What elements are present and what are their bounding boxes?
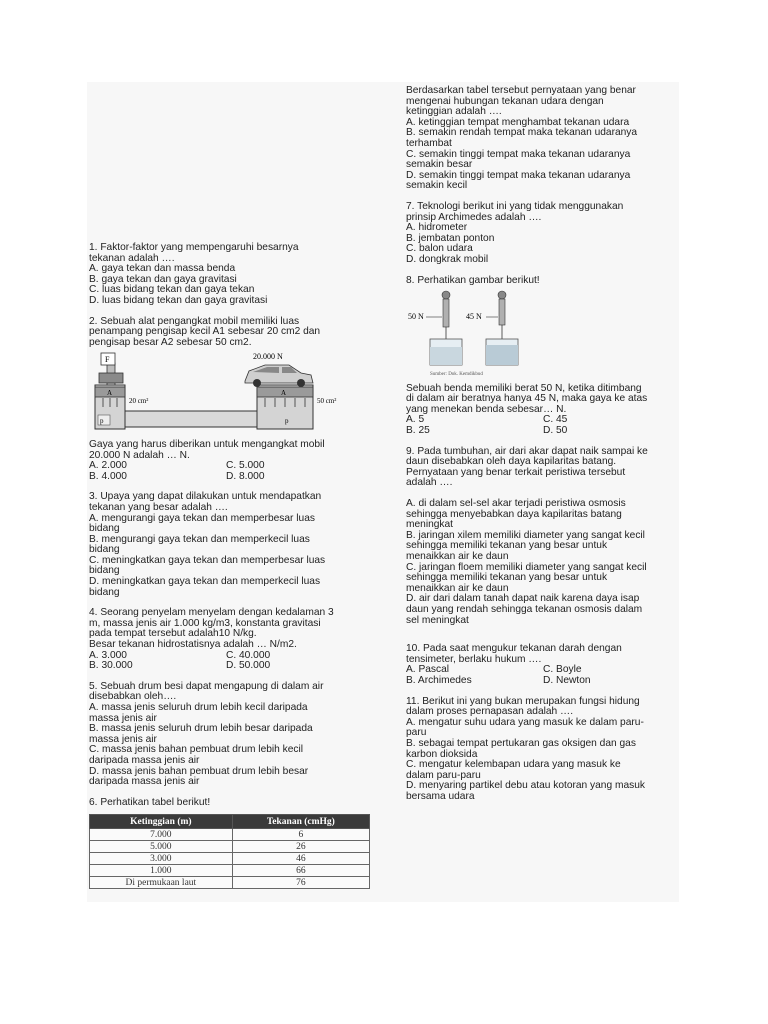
q5-option-line: massa jenis air xyxy=(89,712,157,724)
q11-option-line: bersama udara xyxy=(406,790,475,802)
q11-option-line: C. mengatur kelembapan udara yang masuk ke xyxy=(406,759,621,771)
q2-option: A. 2.000 xyxy=(89,460,127,472)
weight-left-label: 50 N xyxy=(408,312,424,322)
q7-stem-line: 7. Teknologi berikut ini yang tidak menggunakan xyxy=(406,200,624,212)
q4-stem-line: pada tempat tersebut adalah10 N/kg. xyxy=(89,628,257,640)
q11-option-line: dalam paru-paru xyxy=(406,769,481,781)
q9-option-line: daun yang rendah sehingga tekanan osmosis dalam xyxy=(406,603,643,615)
question-11 xyxy=(406,697,680,803)
force-f-label: F xyxy=(105,355,110,365)
q8-option: C. 45 xyxy=(543,414,568,426)
q9-option-line: sel meningkat xyxy=(406,614,469,626)
q5-option-line: daripada massa jenis air xyxy=(89,776,200,788)
table-cell: 46 xyxy=(232,853,369,865)
table-row xyxy=(90,865,370,877)
hydraulic-lift-figure xyxy=(89,351,369,437)
q6-option-line: C. semakin tinggi tempat maka tekanan udaranya xyxy=(406,148,631,160)
q8-after-line: Sebuah benda memiliki berat 50 N, ketika ditimbang xyxy=(406,382,642,394)
q1-option: C. luas bidang tekan dan gaya tekan xyxy=(89,284,255,296)
table-cell: 6 xyxy=(232,829,369,841)
table-cell: 7.000 xyxy=(90,829,233,841)
q7-option: B. jembatan ponton xyxy=(406,232,495,244)
table-cell: 3.000 xyxy=(90,853,233,865)
question-9 xyxy=(406,447,680,627)
q10-option: D. Newton xyxy=(543,674,591,686)
q2-option: D. 8.000 xyxy=(226,470,265,482)
question-4 xyxy=(89,608,369,672)
q9-stem-line: daun disebabkan oleh daya kapilaritas batang. xyxy=(406,456,617,468)
q3-option-line: D. meningkatkan gaya tekan dan memperkecil luas xyxy=(89,576,321,588)
q11-stem-line: dalam proses pernapasan adalah …. xyxy=(406,706,574,718)
q11-option-line: paru xyxy=(406,727,427,739)
q3-option-line: C. meningkatkan gaya tekan dan memperbesar luas xyxy=(89,554,326,566)
q10-stem-line: 10. Pada saat mengukur tekanan darah dengan xyxy=(406,643,622,655)
q9-option-line: sehingga memiliki tekanan yang besar untuk xyxy=(406,572,608,584)
table-header: Tekanan (cmHg) xyxy=(232,815,369,829)
q4-option: A. 3.000 xyxy=(89,649,127,661)
q3-option-line: A. mengurangi gaya tekan dan memperbesar luas xyxy=(89,512,315,524)
q5-option-line: B. massa jenis seluruh drum lebih besar daripada xyxy=(89,723,313,735)
q1-stem-line: tekanan adalah …. xyxy=(89,252,175,264)
q9-option-line: menaikkan air ke daun xyxy=(406,551,509,562)
table-cell: 5.000 xyxy=(90,841,233,853)
table-cell: 66 xyxy=(232,865,369,877)
q3-stem-line: tekanan yang besar adalah …. xyxy=(89,501,228,513)
q6-option-line: A. ketinggian tempat menghambat tekanan udara xyxy=(406,116,630,128)
q6-continuation-line: Berdasarkan tabel tersebut pernyataan yang benar xyxy=(406,85,636,96)
question-6 xyxy=(89,798,369,890)
q9-option-line: meningkat xyxy=(406,519,454,531)
table-row xyxy=(90,877,370,889)
q9-option-line: sehingga memiliki tekanan yang besar untuk xyxy=(406,540,608,552)
q11-option-line: A. mengatur suhu udara yang masuk ke dalam paru- xyxy=(406,716,644,728)
q9-stem-line: Pernyataan yang benar terkait peristiwa tersebut xyxy=(406,466,626,478)
q9-option-line: B. jaringan xilem memiliki diameter yang sangat kecil xyxy=(406,529,645,541)
q1-stem-line: 1. Faktor-faktor yang mempengaruhi besarnya xyxy=(89,242,299,253)
altitude-pressure-table xyxy=(89,814,370,889)
q7-option: C. balon udara xyxy=(406,243,473,255)
q5-option-line: massa jenis air xyxy=(89,733,157,745)
q11-option-line: B. sebagai tempat pertukaran gas oksigen dan gas xyxy=(406,737,636,749)
car-icon xyxy=(245,365,313,387)
q10-option: B. Archimedes xyxy=(406,674,472,686)
q6-option-line: semakin kecil xyxy=(406,180,468,192)
table-header-row xyxy=(90,815,370,829)
q9-option-line: menaikkan air ke daun xyxy=(406,582,509,594)
q11-option-line: karbon dioksida xyxy=(406,748,478,760)
q1-option: D. luas bidang tekan dan gaya gravitasi xyxy=(89,294,268,306)
piston-a1-label: A xyxy=(107,389,113,398)
question-5 xyxy=(89,682,369,788)
q4-option: C. 40.000 xyxy=(226,649,271,661)
question-7 xyxy=(406,202,680,266)
q6-continuation-line: ketinggian adalah …. xyxy=(406,106,502,118)
pressure-p2-label: p xyxy=(285,417,289,426)
q8-option-row xyxy=(406,426,680,437)
question-2 xyxy=(89,317,369,483)
question-6-continued xyxy=(406,86,680,192)
figure-source-caption: Sumber: Dok. Kemdikbud xyxy=(430,372,483,378)
q4-stem-line: m, massa jenis air 1.000 kg/m3, konstanta gravitasi xyxy=(89,617,321,629)
q9-stem-line: 9. Pada tumbuhan, air dari akar dapat naik sampai ke xyxy=(406,445,648,457)
piston-a2-label: A xyxy=(281,389,287,398)
table-cell: 26 xyxy=(232,841,369,853)
question-8 xyxy=(406,276,680,437)
q1-option: A. gaya tekan dan massa benda xyxy=(89,263,236,275)
table-cell: Di permukaan laut xyxy=(90,877,233,889)
q10-option: A. Pascal xyxy=(406,664,450,676)
q6-continuation-line: mengenai hubungan tekanan udara dengan xyxy=(406,95,604,107)
q2-option-row xyxy=(89,472,369,483)
q9-option-line: sehingga menyebabkan daya kapilaritas batang xyxy=(406,508,622,520)
q2-stem-line: 2. Sebuah alat pengangkat mobil memiliki luas xyxy=(89,315,300,327)
q2-stem-line: penampang pengisap kecil A1 sebesar 20 cm2 dan xyxy=(89,326,321,338)
q8-option: D. 50 xyxy=(543,425,568,437)
q6-option-line: terhambat xyxy=(406,137,452,149)
q2-option: B. 4.000 xyxy=(89,470,127,482)
q8-option: B. 25 xyxy=(406,425,430,437)
q4-option-row xyxy=(89,661,369,672)
question-1 xyxy=(89,243,369,307)
table-row xyxy=(90,853,370,865)
q7-option: A. hidrometer xyxy=(406,222,468,234)
q7-stem-line: prinsip Archimedes adalah …. xyxy=(406,211,542,223)
weight-right-label: 45 N xyxy=(466,312,482,322)
right-column xyxy=(406,86,680,812)
q9-stem-line: adalah …. xyxy=(406,477,453,489)
area-a1-label: 20 cm² xyxy=(129,397,149,406)
table-cell: 76 xyxy=(232,877,369,889)
q11-stem-line: 11. Berikut ini yang bukan merupakan fungsi hidung xyxy=(406,695,640,707)
q8-after-line: di dalam air beratnya hanya 45 N, maka gaya ke atas xyxy=(406,393,648,405)
pressure-p1-label: p xyxy=(100,417,104,426)
q4-stem-line: 4. Seorang penyelam menyelam dengan kedalaman 3 xyxy=(89,607,334,619)
q3-option-line: B. mengurangi gaya tekan dan memperkecil luas xyxy=(89,533,310,545)
q4-option: B. 30.000 xyxy=(89,660,133,672)
beaker-left-icon xyxy=(430,339,462,365)
q5-option-line: D. massa jenis bahan pembuat drum lebih besar xyxy=(89,765,309,777)
q9-option-line: A. di dalam sel-sel akar terjadi peristiwa osmosis xyxy=(406,498,626,510)
table-row xyxy=(90,829,370,841)
q10-option-row xyxy=(406,676,680,687)
q1-option: B. gaya tekan dan gaya gravitasi xyxy=(89,273,237,285)
q3-option-line: bidang xyxy=(89,544,120,556)
q8-stem-line: 8. Perhatikan gambar berikut! xyxy=(406,274,540,286)
table-cell: 1.000 xyxy=(90,865,233,877)
q5-stem-line: disebabkan oleh…. xyxy=(89,691,177,703)
q3-stem-line: 3. Upaya yang dapat dilakukan untuk mendapatkan xyxy=(89,491,322,503)
q3-option-line: bidang xyxy=(89,565,120,577)
beaker-right-icon xyxy=(486,339,518,365)
load-force-label: 20.000 N xyxy=(253,352,283,362)
q5-option-line: C. massa jenis bahan pembuat drum lebih kecil xyxy=(89,744,304,756)
table-row xyxy=(90,841,370,853)
spring-balance-figure xyxy=(406,289,680,381)
q7-option: D. dongkrak mobil xyxy=(406,253,489,265)
q4-option: D. 50.000 xyxy=(226,660,271,672)
q6-option-line: B. semakin rendah tempat maka tekanan udaranya xyxy=(406,127,638,139)
area-a2-label: 50 cm² xyxy=(317,397,337,406)
q5-option-line: A. massa jenis seluruh drum lebih kecil daripada xyxy=(89,702,308,713)
q9-option-line: D. air dari dalam tanah dapat naik karena daya isap xyxy=(406,593,640,605)
table-header: Ketinggian (m) xyxy=(90,815,233,829)
q2-after-line: 20.000 N adalah … N. xyxy=(89,449,190,461)
q11-option-line: D. menyaring partikel debu atau kotoran yang masuk xyxy=(406,780,645,792)
q8-option: A. 5 xyxy=(406,414,425,426)
q9-option-line: C. jaringan floem memiliki diameter yang sangat kecil xyxy=(406,561,647,573)
q6-stem-line: 6. Perhatikan tabel berikut! xyxy=(89,796,211,808)
q5-option-line: daripada massa jenis air xyxy=(89,754,200,766)
q2-after-line: Gaya yang harus diberikan untuk mengangkat mobil xyxy=(89,438,325,450)
q2-option: C. 5.000 xyxy=(226,460,265,472)
q3-option-line: bidang xyxy=(89,523,120,535)
question-3 xyxy=(89,492,369,598)
q10-option: C. Boyle xyxy=(543,664,582,676)
left-column xyxy=(89,243,369,899)
q4-stem-line: Besar tekanan hidrostatisnya adalah … N/m2. xyxy=(89,639,297,651)
q5-stem-line: 5. Sebuah drum besi dapat mengapung di dalam air xyxy=(89,680,324,692)
q6-option-line: D. semakin tinggi tempat maka tekanan udaranya xyxy=(406,169,631,181)
question-10 xyxy=(406,644,680,686)
q8-after-line: yang menekan benda sebesar… N. xyxy=(406,403,567,415)
q6-option-line: semakin besar xyxy=(406,159,473,171)
q3-option-line: bidang xyxy=(89,586,120,598)
q2-stem-line: pengisap besar A2 sebesar 50 cm2. xyxy=(89,336,252,348)
q10-stem-line: tensimeter, berlaku hukum …. xyxy=(406,653,542,665)
